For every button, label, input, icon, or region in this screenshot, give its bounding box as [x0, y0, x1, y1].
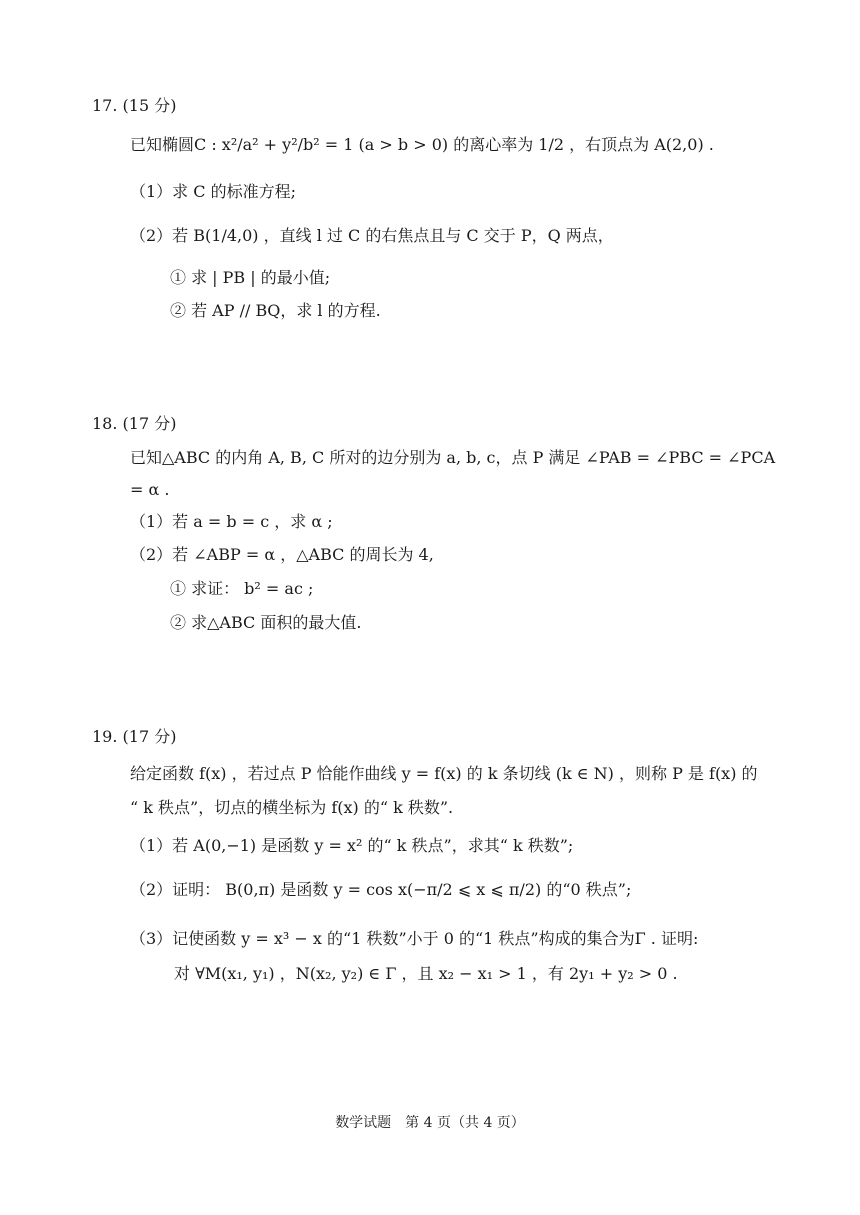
- question-17-header: [92, 94, 176, 118]
- question-19-stem-cont: “ k 秩点”，切点的横坐标为 f(x) 的“ k 秩数”.: [130, 798, 454, 817]
- question-number: 18.: [92, 414, 118, 433]
- question-19-part-2: （2）证明： B(0,π) 是函数 y = cos x(−π/2 ⩽ x ⩽ π/2) 的“0 秩点”;: [130, 880, 632, 899]
- question-19-part-3: （3）记使函数 y = x³ − x 的“1 秩数”小于 0 的“1 秩点”构成的集合为Γ . 证明:: [130, 929, 699, 948]
- question-18-header: [92, 412, 176, 436]
- question-19-stem: 给定函数 f(x) ，若过点 P 恰能作曲线 y = f(x) 的 k 条切线 (k ∈ N) ，则称 P 是 f(x) 的: [130, 764, 758, 783]
- question-score: (15 分): [122, 96, 177, 115]
- question-17-part-2-sub-1: ① 求 | PB | 的最小值;: [170, 268, 331, 287]
- question-19-header: [92, 725, 176, 749]
- question-19-part-1: （1）若 A(0,−1) 是函数 y = x² 的“ k 秩点”，求其“ k 秩数”;: [130, 836, 574, 855]
- question-17-stem: 已知椭圆C : x²/a² + y²/b² = 1 (a > b > 0) 的离心率为 1/2 ，右顶点为 A(2,0) .: [130, 135, 714, 154]
- question-number: 19.: [92, 727, 118, 746]
- question-18-part-2-sub-2: ② 求△ABC 面积的最大值.: [170, 613, 362, 632]
- question-18-stem-cont: = α .: [130, 480, 170, 499]
- question-18-part-2: （2）若 ∠ABP = α ，△ABC 的周长为 4,: [130, 545, 434, 564]
- question-score: (17 分): [122, 727, 177, 746]
- page-footer: 数学试题 第 4 页（共 4 页）: [335, 1115, 525, 1131]
- question-17-part-2-sub-2: ② 若 AP // BQ，求 l 的方程.: [170, 301, 381, 320]
- question-19-part-3-cont: 对 ∀M(x₁, y₁) ，N(x₂, y₂) ∈ Γ ，且 x₂ − x₁ > 1 ，有 2y₁ + y₂ > 0 .: [174, 964, 678, 983]
- question-18-stem: 已知△ABC 的内角 A, B, C 所对的边分别为 a, b, c，点 P 满足 ∠PAB = ∠PBC = ∠PCA: [130, 448, 776, 467]
- question-score: (17 分): [122, 414, 177, 433]
- question-17-part-1: （1）求 C 的标准方程;: [130, 182, 296, 201]
- question-18-part-2-sub-1: ① 求证： b² = ac ;: [170, 579, 314, 598]
- question-17-part-2: （2）若 B(1/4,0) ，直线 l 过 C 的右焦点且与 C 交于 P，Q 两点，: [130, 226, 614, 245]
- question-number: 17.: [92, 96, 118, 115]
- question-18-part-1: （1）若 a = b = c ，求 α ;: [130, 512, 333, 531]
